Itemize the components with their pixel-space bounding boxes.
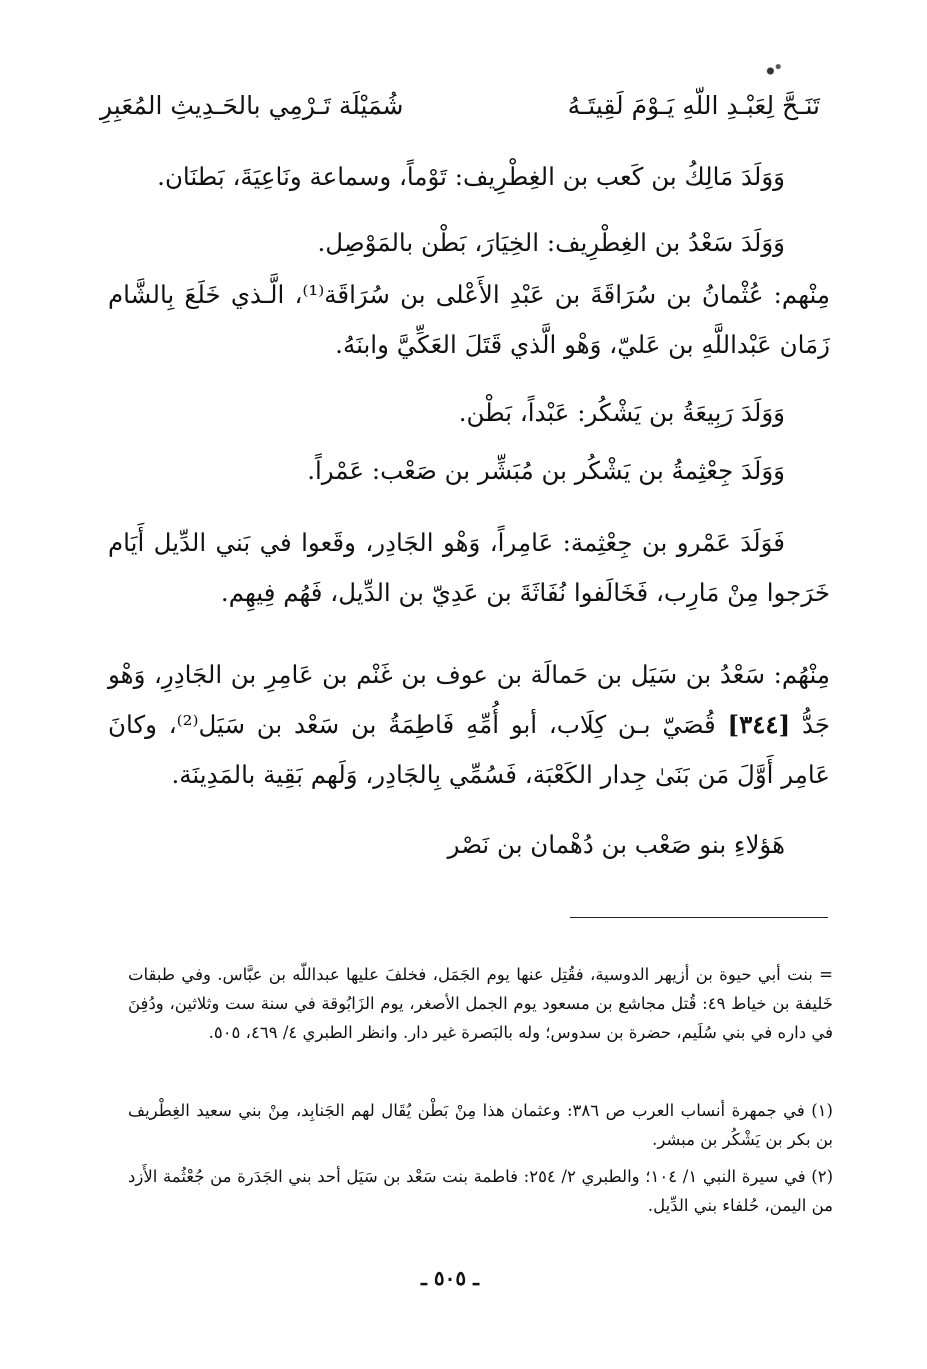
verse-hemistich-second: شُمَيْلَة تَـرْمِي بالحَـدِيثِ المُعَبِرِ — [100, 91, 404, 120]
paragraph-rabia: وَوَلَدَ رَبِيعَةُ بن يَشْكُر: عَبْداً، بَطْن. — [458, 398, 785, 427]
manuscript-page-ref: [٣٤٤] — [727, 710, 791, 739]
paragraph-saad-text-b: قُصَيّ بـن كِلَاب، أبو أُمِّهِ فَاطِمَةُ بن سَعْد بن سَيَل⁽²⁾، وكانَ عَامِر أَوَّلَ مَن بَنَىٰ جِدار الكَعْبَة، فَسُمِّي بِالجَادِر، وَلَهم بَقِية بالمَدِينَة. — [108, 710, 830, 789]
footnote-2: (٢) في سيرة النبي ١/ ١٠٤؛ والطبري ٢/ ٢٥٤: فاطمة بنت سَعْد بن سَيَل أحد بني الجَدَرة من جُعْثُمة الأَزد من اليمن، حُلفاء بني الدِّيل. — [128, 1167, 833, 1215]
verse-hemistich-first: تَنَـحَّ لِعَبْـدِ اللّهِ يَـوْمَ لَقِيتَـهُ — [567, 91, 820, 120]
footnote-1: (١) في جمهرة أنساب العرب ص ٣٨٦: وعثمان هذا مِنْ بَطْن يُقَال لهم الجَنابِد، مِنْ بني سعيد الغِطْريف بن بكر بن يَشْكُر بن مبشر. — [128, 1101, 833, 1149]
paragraph-uthman: مِنْهم: عُثْمانُ بن سُرَاقَةَ بن عَبْدِ الأَعْلى بن سُرَاقَة⁽¹⁾، الَّـذي خَلَعَ بِالشَّام زَمَان عَبْداللَّهِ بن عَليّ، وَهْو الَّذي قَتَلَ العَكِّيَّ وابنَهُ. — [108, 280, 831, 359]
poem-verse — [100, 82, 820, 130]
footnote-continued: = بنت أبي حيوة بن أزيهر الدوسية، فقُتِل عنها يوم الجَمَل، فخلفَ عليها عبداللّه بن عبَّاس. وفي طبقات خَليفة بن خياط ٤٩: قُتل مجاشع بن مسعود يوم الجمل الأصغر، يوم الزَابُوقة في سنة ست وثلاثين، ودُفِنَ في داره في بني سُلَيم، حضرة بن سدوس؛ وله بالبَصرة غير دار. وانظر الطبري ٤/ ٤٦٩، ٥٠٥. — [128, 965, 833, 1042]
paragraph-malik: وَوَلَدَ مَالِكُ بن كَعب بن الغِطْرِيف: تَوْماً، وسماعة ونَاعِيَةَ، بَطنَان. — [157, 162, 785, 191]
page-number: ـ ٥٠٥ ـ — [421, 1266, 479, 1290]
paragraph-saad: وَوَلَدَ سَعْدُ بن الغِطْرِيف: الخِيَارَ، بَطْن بالمَوْصِل. — [317, 228, 785, 257]
ink-speck-mark — [760, 60, 786, 82]
paragraph-conclusion: هَؤلاءِ بنو صَعْب بن دُهْمان بن نَصْر — [447, 830, 785, 859]
footnote-separator — [570, 917, 828, 918]
paragraph-saad-ibn-sayal — [108, 650, 830, 800]
paragraph-amr: فَوَلَدَ عَمْرو بن جِعْثِمة: عَامِراً، وَهْو الجَادِر، وقَعوا في بَني الدِّيل أَيَام خَرَجوا مِنْ مَارِب، فَخَالَفوا نُفَاثَةَ بن عَدِيّ بن الدِّيل، فَهُم فِيهِم. — [108, 528, 830, 607]
paragraph-jithima: وَوَلَدَ جِعْثِمةُ بن يَشْكُر بن مُبَشِّر بن صَعْب: عَمْراً. — [307, 456, 785, 485]
paragraph-saad-text-a: مِنْهُم: سَعْدُ بن سَيَل بن حَمالَة بن عوف بن غَنْم بن عَامِرِ بن الجَادِرِ، وَهْو جَدُّ — [108, 660, 830, 739]
